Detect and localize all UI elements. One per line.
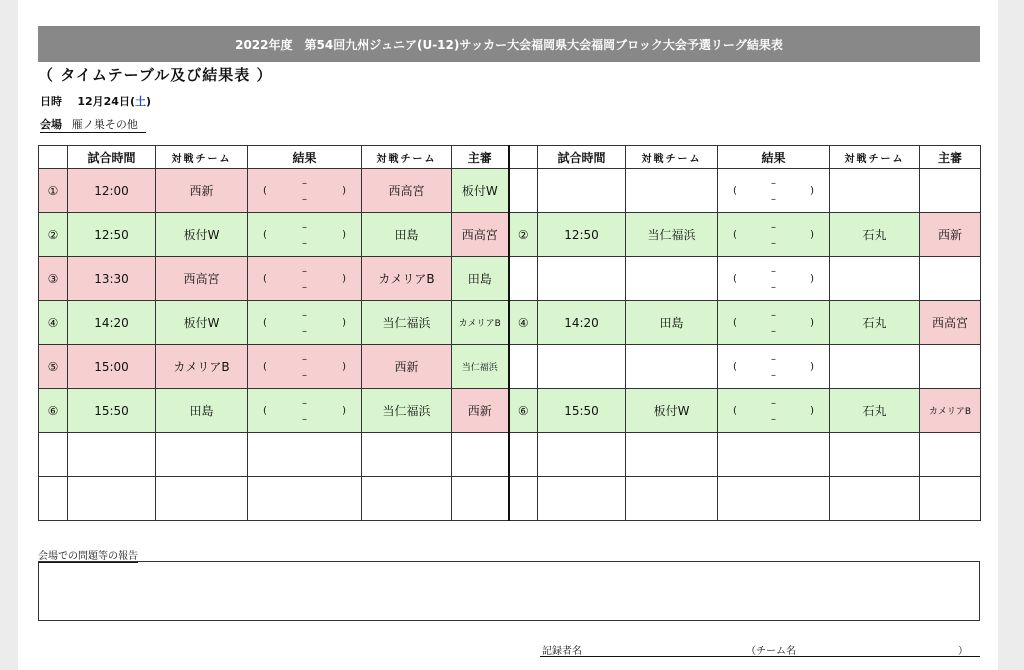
empty-cell[interactable] [39, 433, 68, 477]
date-dow: 土 [134, 95, 146, 108]
table-row [39, 345, 981, 389]
result-dash: – [302, 370, 307, 381]
team-a: 田島 [626, 301, 718, 345]
result-cell[interactable] [718, 257, 830, 301]
empty-cell[interactable] [452, 477, 509, 521]
result-dash: – [302, 282, 307, 293]
empty-cell[interactable] [830, 477, 920, 521]
empty-cell[interactable] [538, 433, 626, 477]
match-time: 15:50 [538, 389, 626, 433]
match-number: ④ [39, 301, 68, 345]
empty-cell[interactable] [626, 433, 718, 477]
result-dash: – [771, 238, 776, 249]
header-team: 対戦チーム [156, 146, 248, 169]
result-close: ) [342, 229, 346, 240]
empty-cell[interactable] [452, 433, 509, 477]
result-open: ( [263, 361, 267, 372]
result-dash: – [771, 398, 776, 409]
team-b [830, 345, 920, 389]
match-number [509, 345, 538, 389]
result-cell[interactable] [718, 169, 830, 213]
result-close: ) [342, 361, 346, 372]
empty-cell[interactable] [538, 477, 626, 521]
result-close: ) [810, 229, 814, 240]
result-open: ( [263, 185, 267, 196]
match-number: ④ [509, 301, 538, 345]
empty-cell[interactable] [509, 477, 538, 521]
result-dash: – [771, 354, 776, 365]
empty-cell[interactable] [68, 477, 156, 521]
empty-cell[interactable] [920, 433, 981, 477]
match-number: ② [509, 213, 538, 257]
header-referee: 主審 [452, 146, 509, 169]
team-b: 当仁福浜 [362, 389, 452, 433]
result-cell[interactable] [248, 301, 362, 345]
team-b: 西高宮 [362, 169, 452, 213]
team-b: 西新 [362, 345, 452, 389]
referee: カメリアB [452, 301, 509, 345]
team-a: 西高宮 [156, 257, 248, 301]
match-number: ⑥ [39, 389, 68, 433]
result-dash: – [302, 194, 307, 205]
referee: 当仁福浜 [452, 345, 509, 389]
referee [920, 257, 981, 301]
result-dash: – [771, 178, 776, 189]
result-dash: – [771, 310, 776, 321]
referee [920, 169, 981, 213]
match-time [538, 169, 626, 213]
header-time: 試合時間 [68, 146, 156, 169]
empty-cell[interactable] [248, 433, 362, 477]
team-a: 板付W [156, 213, 248, 257]
result-dash: – [302, 354, 307, 365]
result-close: ) [810, 273, 814, 284]
match-time: 15:00 [68, 345, 156, 389]
result-dash: – [302, 222, 307, 233]
team-a: 板付W [156, 301, 248, 345]
referee: 西新 [452, 389, 509, 433]
result-cell[interactable] [248, 345, 362, 389]
table-row [39, 169, 981, 213]
result-open: ( [733, 405, 737, 416]
header-team: 対戦チーム [830, 146, 920, 169]
table-row [39, 257, 981, 301]
recorder-line[interactable] [540, 642, 980, 657]
result-dash: – [302, 266, 307, 277]
result-open: ( [263, 405, 267, 416]
team-b: 田島 [362, 213, 452, 257]
report-label: 会場での問題等の報告 [38, 547, 138, 563]
table-row [39, 213, 981, 257]
header-no [39, 146, 68, 169]
header-time: 試合時間 [538, 146, 626, 169]
subtitle: （ タイムテーブル及び結果表 ） [38, 66, 273, 84]
header-result: 結果 [718, 146, 830, 169]
recorder-label: 記録者名 [542, 646, 582, 657]
result-open: ( [733, 273, 737, 284]
team-a: カメリアB [156, 345, 248, 389]
match-time: 12:00 [68, 169, 156, 213]
result-close: ) [810, 405, 814, 416]
venue-value: 雁ノ巣その他 [71, 118, 138, 131]
result-dash: – [302, 398, 307, 409]
empty-cell[interactable] [156, 477, 248, 521]
result-close: ) [342, 317, 346, 328]
team-b [830, 257, 920, 301]
table-row [39, 433, 981, 477]
empty-cell[interactable] [626, 477, 718, 521]
date-value: 12月24日( [77, 95, 135, 108]
team-a: 当仁福浜 [626, 213, 718, 257]
empty-cell[interactable] [156, 433, 248, 477]
team-b: 石丸 [830, 301, 920, 345]
team-a [626, 257, 718, 301]
result-cell[interactable] [248, 213, 362, 257]
table-row [39, 389, 981, 433]
date-close: ) [145, 95, 152, 108]
date-label: 日時 [40, 95, 62, 108]
result-dash: – [302, 310, 307, 321]
result-dash: – [771, 414, 776, 425]
referee: 西高宮 [452, 213, 509, 257]
result-close: ) [810, 185, 814, 196]
match-time: 15:50 [68, 389, 156, 433]
result-cell[interactable] [248, 257, 362, 301]
header-result: 結果 [248, 146, 362, 169]
match-time [538, 345, 626, 389]
report-box[interactable] [38, 561, 980, 621]
team-b: 石丸 [830, 389, 920, 433]
match-number: ⑥ [509, 389, 538, 433]
team-b: カメリアB [362, 257, 452, 301]
result-open: ( [263, 273, 267, 284]
team-name-label: （チーム名 [746, 646, 796, 657]
empty-cell[interactable] [362, 477, 452, 521]
team-a: 西新 [156, 169, 248, 213]
result-dash: – [302, 414, 307, 425]
result-close: ) [810, 317, 814, 328]
empty-cell[interactable] [39, 477, 68, 521]
result-open: ( [733, 317, 737, 328]
match-time: 12:50 [68, 213, 156, 257]
result-dash: – [771, 370, 776, 381]
result-cell[interactable] [718, 213, 830, 257]
team-name-close: ） [958, 646, 968, 657]
header-team: 対戦チーム [626, 146, 718, 169]
result-open: ( [733, 229, 737, 240]
result-open: ( [263, 229, 267, 240]
result-dash: – [302, 178, 307, 189]
referee: 田島 [452, 257, 509, 301]
empty-cell[interactable] [248, 477, 362, 521]
result-close: ) [342, 405, 346, 416]
result-cell[interactable] [718, 389, 830, 433]
referee: 西新 [920, 213, 981, 257]
team-b: 当仁福浜 [362, 301, 452, 345]
result-open: ( [733, 361, 737, 372]
header-team: 対戦チーム [362, 146, 452, 169]
result-open: ( [263, 317, 267, 328]
result-dash: – [771, 326, 776, 337]
empty-cell[interactable] [509, 433, 538, 477]
referee: 板付W [452, 169, 509, 213]
match-number [509, 169, 538, 213]
match-number [509, 257, 538, 301]
result-close: ) [342, 185, 346, 196]
match-time: 14:20 [538, 301, 626, 345]
result-cell[interactable] [718, 345, 830, 389]
match-time [538, 257, 626, 301]
result-cell[interactable] [718, 301, 830, 345]
match-number: ⑤ [39, 345, 68, 389]
empty-cell[interactable] [830, 433, 920, 477]
empty-cell[interactable] [362, 433, 452, 477]
result-open: ( [733, 185, 737, 196]
header-no [509, 146, 538, 169]
team-a: 板付W [626, 389, 718, 433]
team-a: 田島 [156, 389, 248, 433]
match-number: ① [39, 169, 68, 213]
result-dash: – [771, 194, 776, 205]
team-a [626, 169, 718, 213]
header-referee: 主審 [920, 146, 981, 169]
result-dash: – [771, 222, 776, 233]
match-number: ③ [39, 257, 68, 301]
result-close: ) [810, 361, 814, 372]
date-line [40, 93, 151, 109]
table-row [39, 477, 981, 521]
match-time: 12:50 [538, 213, 626, 257]
result-dash: – [771, 282, 776, 293]
team-a [626, 345, 718, 389]
table-row [39, 301, 981, 345]
match-time: 13:30 [68, 257, 156, 301]
empty-cell[interactable] [920, 477, 981, 521]
result-cell[interactable] [248, 169, 362, 213]
timetable [38, 145, 981, 521]
result-close: ) [342, 273, 346, 284]
empty-cell[interactable] [718, 477, 830, 521]
result-cell[interactable] [248, 389, 362, 433]
venue-line [40, 116, 146, 133]
referee [920, 345, 981, 389]
match-number: ② [39, 213, 68, 257]
sheet [18, 0, 998, 670]
result-dash: – [302, 326, 307, 337]
team-b [830, 169, 920, 213]
empty-cell[interactable] [718, 433, 830, 477]
document-title: 2022年度 第54回九州ジュニア(U-12)サッカー大会福岡県大会福岡ブロック大会予選リーグ結果表 [38, 26, 980, 62]
team-b: 石丸 [830, 213, 920, 257]
empty-cell[interactable] [68, 433, 156, 477]
match-time: 14:20 [68, 301, 156, 345]
result-dash: – [302, 238, 307, 249]
result-dash: – [771, 266, 776, 277]
referee: 西高宮 [920, 301, 981, 345]
referee: カメリアB [920, 389, 981, 433]
venue-label: 会場 [40, 118, 62, 131]
